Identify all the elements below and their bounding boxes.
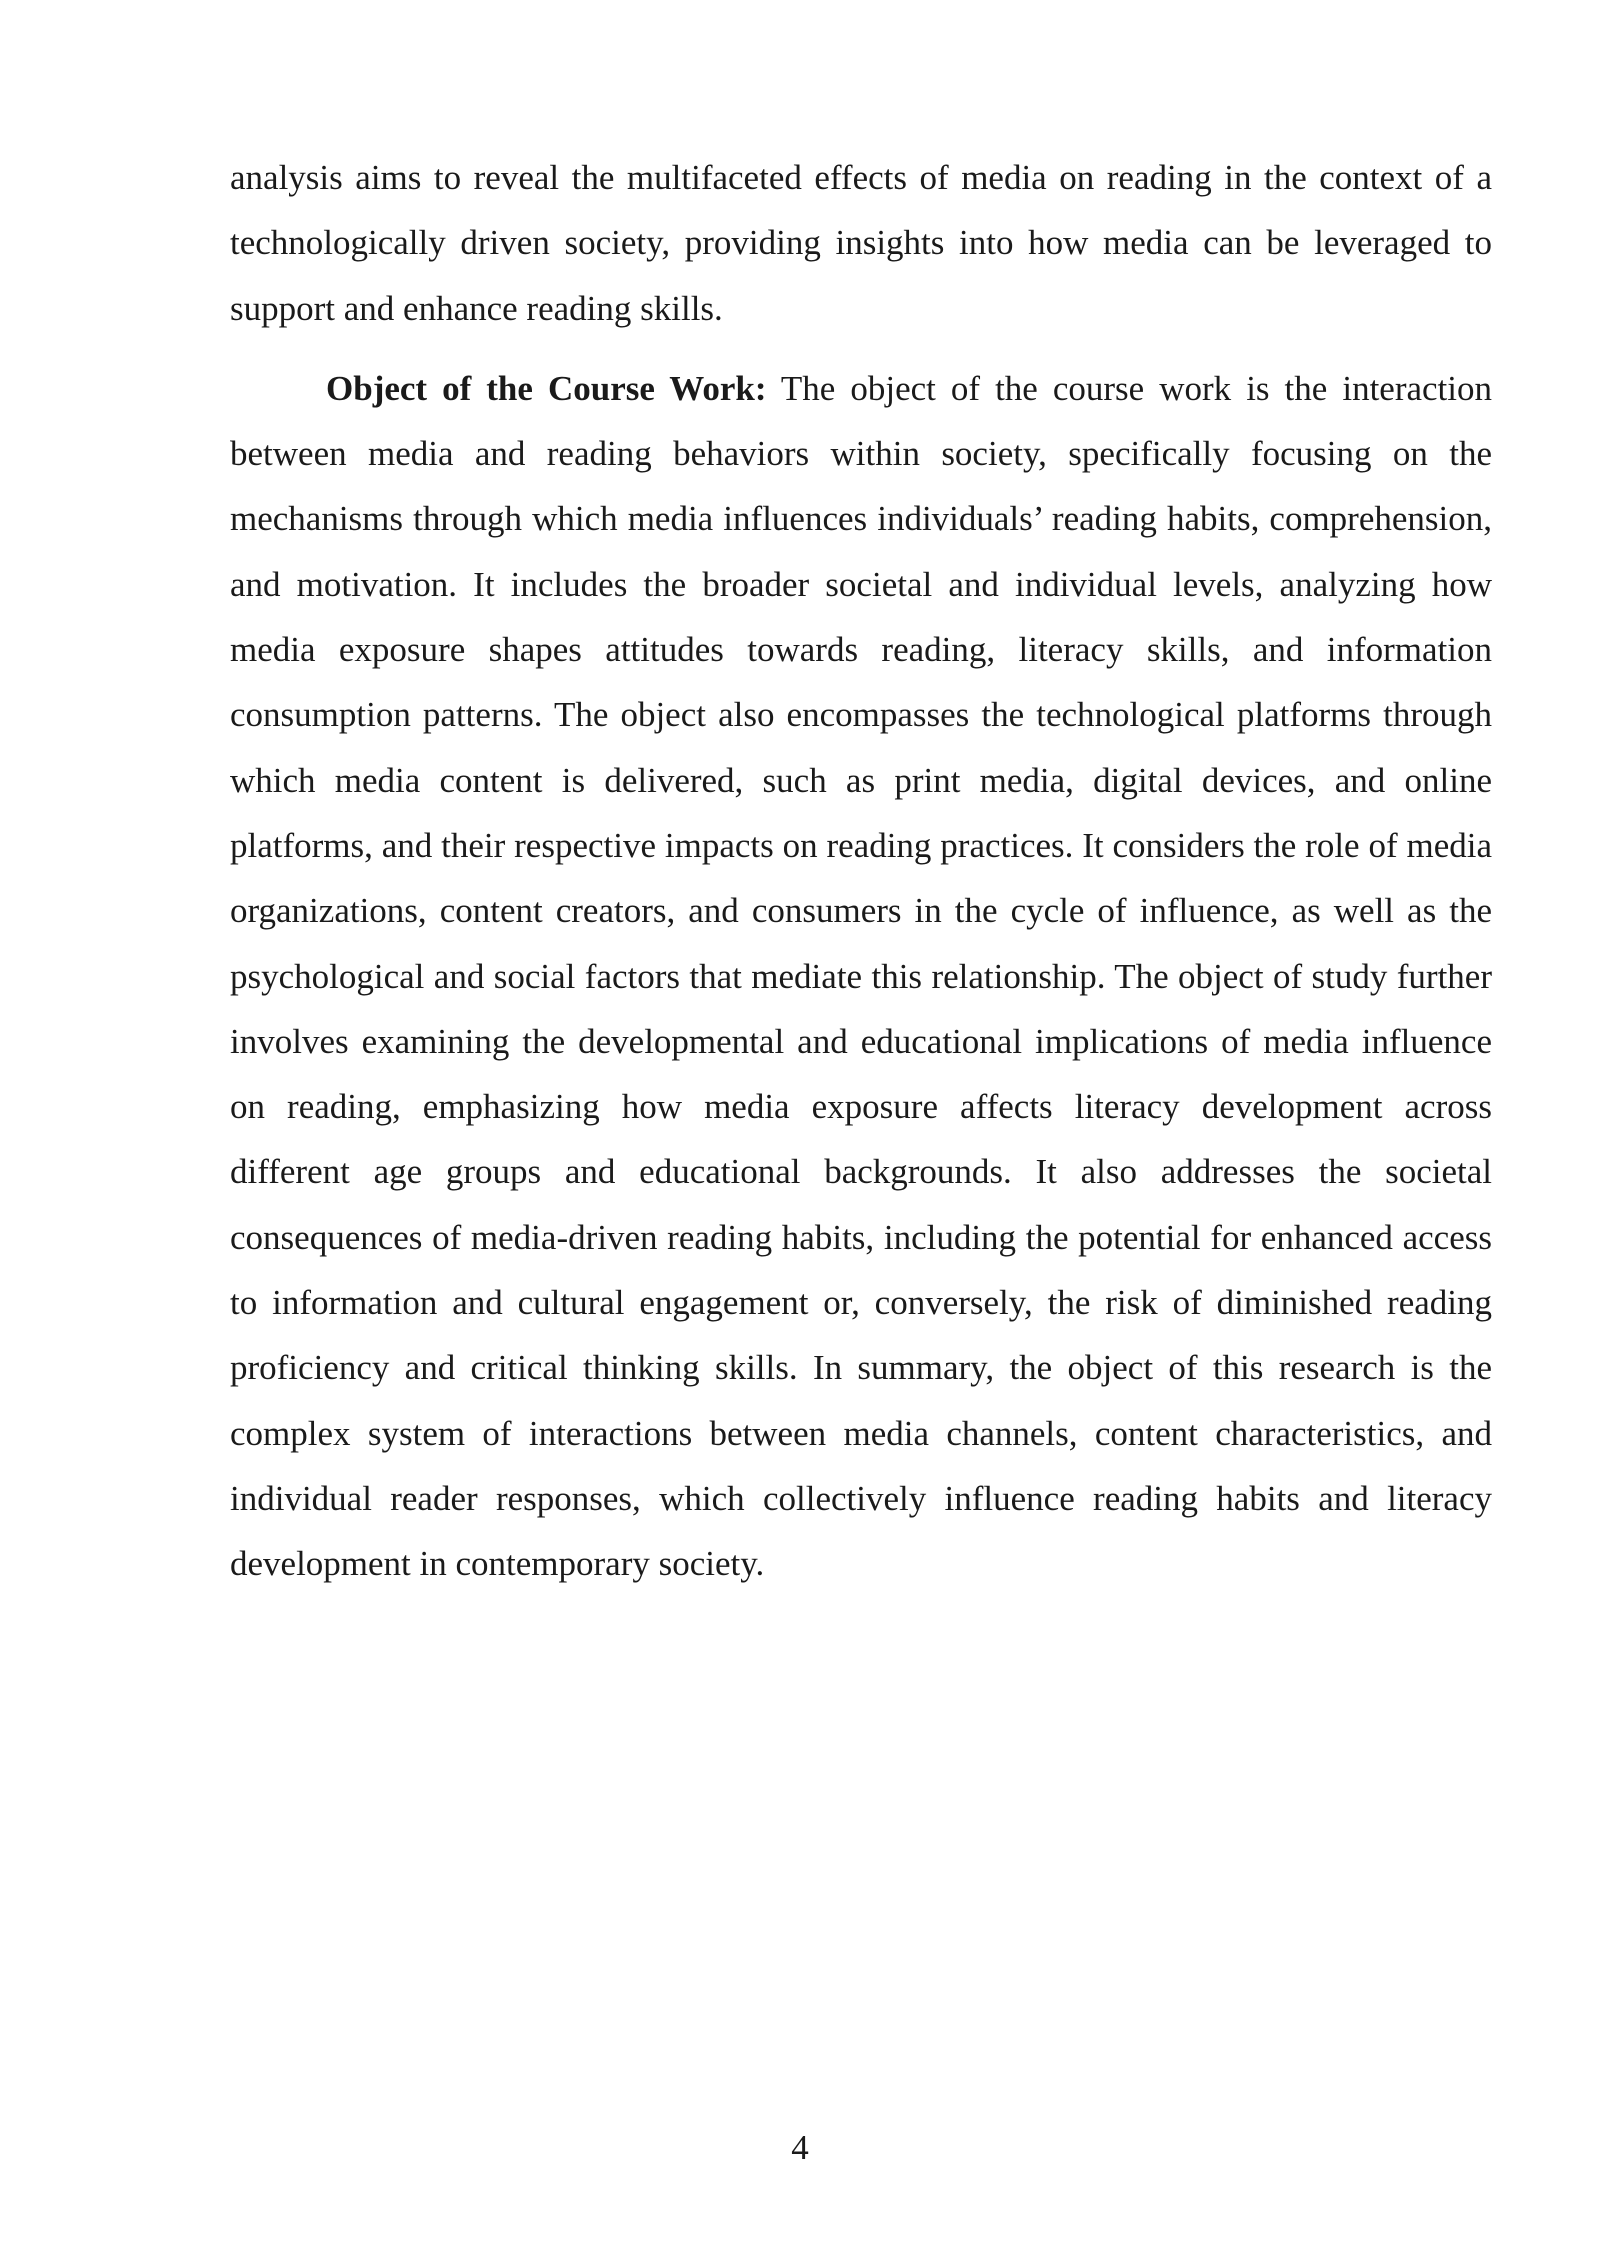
page-number: 4 xyxy=(791,2128,809,2167)
paragraph-text: analysis aims to reveal the multifaceted effects of media on reading in the context of a technologically driven society, providing insights into how media can be leveraged to support and enhance reading skills. xyxy=(230,158,1492,328)
object-of-course-work-paragraph xyxy=(230,356,1492,1597)
paragraph-heading: Object of the Course Work: xyxy=(326,368,767,408)
paragraph-text: The object of the course work is the interaction between media and reading behaviors within society, specifically focusing on the mechanisms through which media influences individuals’ reading habits, comprehension, and motivation. It includes the broader societal and individual levels, analyzing how media exposure shapes attitudes towards reading, literacy skills, and information consumption patterns. The object also encompasses the technological platforms through which media content is delivered, such as print media, digital devices, and online platforms, and their respective impacts on reading practices. It considers the role of media organizations, content creators, and consumers in the cycle of influence, as well as the psychological and social factors that mediate this relationship. The object of study further involves examining the developmental and educational implications of media influence on reading, emphasizing how media exposure affects literacy development across different age groups and educational backgrounds. It also addresses the societal consequences of media-driven reading habits, including the potential for enhanced access to information and cultural engagement or, conversely, the risk of diminished reading proficiency and critical thinking skills. In summary, the object of this research is the complex system of interactions between media channels, content characteristics, and individual reader responses, which collectively influence reading habits and literacy development in contemporary society. xyxy=(230,368,1493,1584)
page-body xyxy=(230,145,1492,1597)
continuation-paragraph xyxy=(230,145,1492,341)
